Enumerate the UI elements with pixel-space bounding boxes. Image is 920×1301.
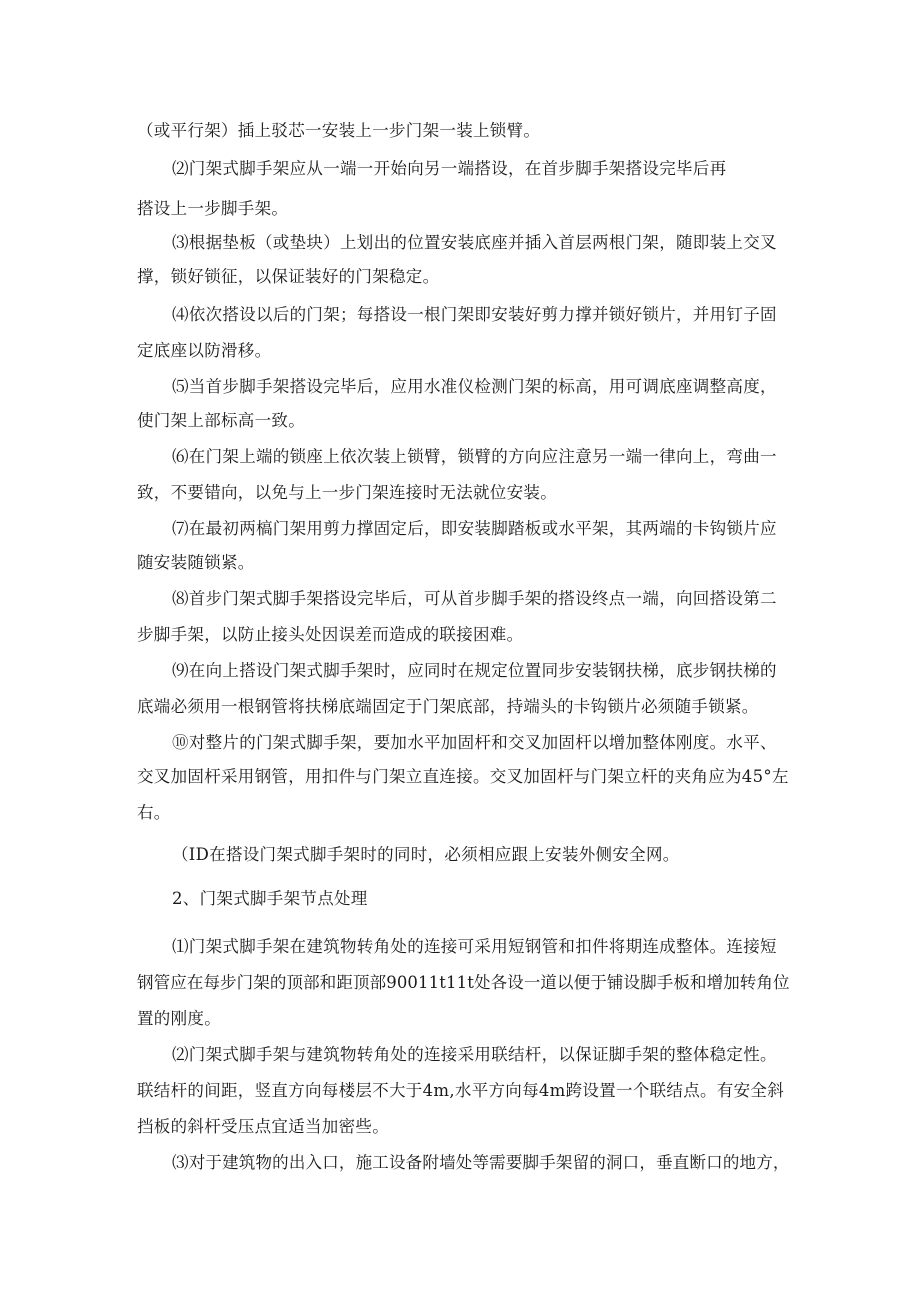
text-line: ⑺在最初两槁门架用剪力撑固定后，即安装脚踏板或水平架，其两端的卡钩锁片应: [172, 519, 777, 538]
text-line: ⑵门架式脚手架应从一端一开始向另一端搭设，在首步脚手架搭设完毕后再: [172, 159, 727, 178]
text-line: ⑴门架式脚手架在建筑物转角处的连接可采用短钢管和扣件将期连成整体。连接短: [172, 937, 777, 956]
text-line: 右。: [137, 803, 171, 822]
text-line: 联结杆的间距，竖直方向每楼层不大于4m,水平方向每4m跨设置一个联结点。有安全斜: [137, 1081, 785, 1100]
text-line: 定底座以防滑移。: [137, 341, 272, 360]
text-line: ⑼在向上搭设门架式脚手架时，应同时在规定位置同步安装钢扶梯，底步钢扶梯的: [172, 661, 777, 680]
section-heading: 2、门架式脚手架节点处理: [172, 889, 368, 908]
text-line: 底端必须用一根钢管将扶梯底端固定于门架底部，持端头的卡钩锁片必须随手锁紧。: [137, 697, 759, 716]
text-line: ⑻首步门架式脚手架搭设完毕后，可从首步脚手架的搭设终点一端，向回搭设第二: [172, 589, 777, 608]
text-line: ⑶对于建筑物的出入口，施工设备附墙处等需要脚手架留的洞口，垂直断口的地方，: [172, 1153, 790, 1172]
text-line: （或平行架）插上驳芯一安装上一步门架一装上锁臂。: [137, 121, 541, 140]
text-line: ⑵门架式脚手架与建筑物转角处的连接采用联结杆，以保证脚手架的整体稳定性。: [172, 1045, 777, 1064]
text-line: 挡板的斜杆受压点宜适当加密些。: [137, 1117, 389, 1136]
text-line: ⑶根据垫板（或垫块）上划出的位置安装底座并插入首层两根门架，随即装上交叉: [172, 233, 777, 252]
text-line: 置的刚度。: [137, 1009, 221, 1028]
text-line: 步脚手架，以防止接头处因误差而造成的联接困难。: [137, 625, 524, 644]
text-line: ⑩对整片的门架式脚手架，要加水平加固杆和交叉加固杆以增加整体刚度。水平、: [172, 733, 777, 752]
text-line: 随安装随锁紧。: [137, 553, 255, 572]
text-line: ⑷依次搭设以后的门架；每搭设一根门架即安装好剪力撑并锁好锁片，并用钉子固: [172, 305, 777, 324]
text-line: 使门架上部标高一致。: [137, 411, 305, 430]
text-line: ⑸当首步脚手架搭设完毕后，应用水准仪检测门架的标高，用可调底座调整高度，: [172, 377, 777, 396]
text-line: ⑹在门架上端的锁座上依次装上锁臂，锁臂的方向应注意另一端一律向上，弯曲一: [172, 447, 777, 466]
text-line: 钢管应在每步门架的顶部和距顶部90011t11t处各设一道以便于铺设脚手板和增加转角位: [137, 973, 790, 992]
text-line: （ID在搭设门架式脚手架时的同时，必须相应跟上安装外侧安全网。: [172, 845, 680, 864]
text-line: 撑，锁好锁征，以保证装好的门架稳定。: [137, 267, 440, 286]
text-line: 交叉加固杆采用钢管，用扣件与门架立直连接。交叉加固杆与门架立杆的夹角应为45°左: [137, 767, 789, 786]
text-line: 搭设上一步脚手架。: [137, 199, 289, 218]
text-line: 致，不要错向，以免与上一步门架连接时无法就位安装。: [137, 483, 557, 502]
